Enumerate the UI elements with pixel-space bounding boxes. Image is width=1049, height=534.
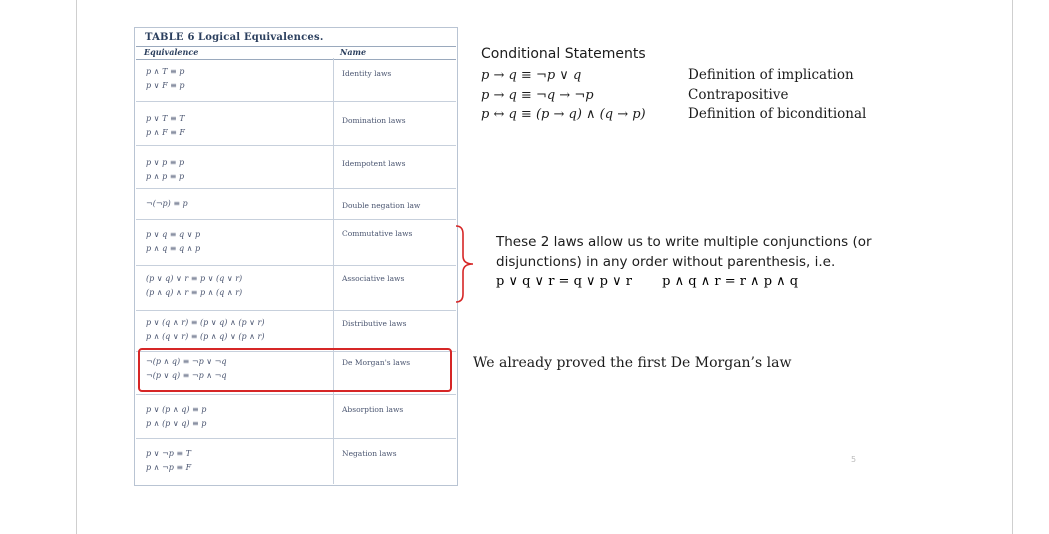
conditional-description: Contrapositive xyxy=(688,87,789,103)
table-caption xyxy=(145,32,324,43)
law-name: Commutative laws xyxy=(342,229,413,238)
note-line: disjunctions) in any order without parenthesis, i.e. xyxy=(496,254,836,270)
law-name: Double negation law xyxy=(342,201,421,210)
de-morgan-highlight-box xyxy=(138,348,452,392)
equivalence-line: p ∨ T ≡ T xyxy=(146,114,185,123)
equivalence-line: p ∨ p ≡ p xyxy=(146,158,185,167)
conditional-description: Definition of biconditional xyxy=(688,106,867,122)
conditional-description: Definition of implication xyxy=(688,67,854,83)
table-row-idempotent xyxy=(136,146,456,189)
law-name: Domination laws xyxy=(342,116,406,125)
table-row-distributive xyxy=(136,311,456,352)
conditional-title: Conditional Statements xyxy=(481,46,646,62)
law-name: Absorption laws xyxy=(342,405,404,414)
conditional-statements xyxy=(481,46,901,136)
equivalence-line: p ∨ F ≡ p xyxy=(146,81,185,90)
associative-note xyxy=(496,232,916,292)
equivalence-line: ¬(p ∨ q) ≡ ¬p ∧ ¬q xyxy=(146,371,227,380)
page-number: 5 xyxy=(851,455,857,464)
equivalence-line: p ∧ ¬p ≡ F xyxy=(146,463,192,472)
equivalence-line: p ∧ T ≡ p xyxy=(146,67,185,76)
equivalence-line: p ∧ p ≡ p xyxy=(146,172,185,181)
equivalence-line: p ∧ F ≡ F xyxy=(146,128,185,137)
example-conjunction: p ∧ q ∧ r = r ∧ p ∧ q xyxy=(662,274,799,289)
table-caption-prefix: TABLE 6 xyxy=(145,32,195,43)
red-bracket-icon xyxy=(453,224,479,304)
de-morgan-note: We already proved the first De Morgan’s law xyxy=(473,355,792,371)
equivalence-line: ¬(¬p) ≡ p xyxy=(146,199,188,208)
equivalence-line: ¬(p ∧ q) ≡ ¬p ∨ ¬q xyxy=(146,357,227,366)
law-name: Negation laws xyxy=(342,449,397,458)
table-header xyxy=(136,46,456,60)
equivalence-line: p ∨ (p ∧ q) ≡ p xyxy=(146,405,207,414)
law-name: Identity laws xyxy=(342,69,392,78)
example-disjunction: p ∨ q ∨ r = q ∨ p ∨ r xyxy=(496,274,632,289)
conditional-expression: p ↔ q ≡ (p → q) ∧ (q → p) xyxy=(481,107,646,122)
law-name: Distributive laws xyxy=(342,319,407,328)
conditional-expression: p → q ≡ ¬p ∨ q xyxy=(481,68,582,83)
examples-line xyxy=(496,272,916,292)
table-row-absorption xyxy=(136,395,456,439)
law-name: Idempotent laws xyxy=(342,159,406,168)
equivalence-line: p ∧ (q ∨ r) ≡ (p ∧ q) ∨ (p ∧ r) xyxy=(146,332,265,341)
equivalence-line: p ∨ ¬p ≡ T xyxy=(146,449,192,458)
equivalence-line: (p ∧ q) ∧ r ≡ p ∧ (q ∧ r) xyxy=(146,288,243,297)
table-row-double-negation xyxy=(136,189,456,220)
table-row-commutative xyxy=(136,220,456,266)
table-row-domination xyxy=(136,102,456,146)
table-caption-title: Logical Equivalences. xyxy=(198,32,324,43)
table-row-identity xyxy=(136,59,456,102)
conditional-expression: p → q ≡ ¬q → ¬p xyxy=(481,88,594,103)
equivalence-line: p ∨ (q ∧ r) ≡ (p ∨ q) ∧ (p ∨ r) xyxy=(146,318,265,327)
table-row-negation xyxy=(136,439,456,484)
table-row-associative xyxy=(136,266,456,311)
equivalence-line: p ∨ q ≡ q ∨ p xyxy=(146,230,201,239)
header-name: Name xyxy=(340,47,367,57)
header-equivalence: Equivalence xyxy=(144,47,199,57)
law-name: De Morgan's laws xyxy=(342,358,411,367)
equivalence-line: p ∧ q ≡ q ∧ p xyxy=(146,244,201,253)
equivalence-line: (p ∨ q) ∨ r ≡ p ∨ (q ∨ r) xyxy=(146,274,243,283)
equivalence-line: p ∧ (p ∨ q) ≡ p xyxy=(146,419,207,428)
note-line: These 2 laws allow us to write multiple conjunctions (or xyxy=(496,234,872,250)
law-name: Associative laws xyxy=(342,274,405,283)
logical-equivalences-table xyxy=(134,27,458,486)
